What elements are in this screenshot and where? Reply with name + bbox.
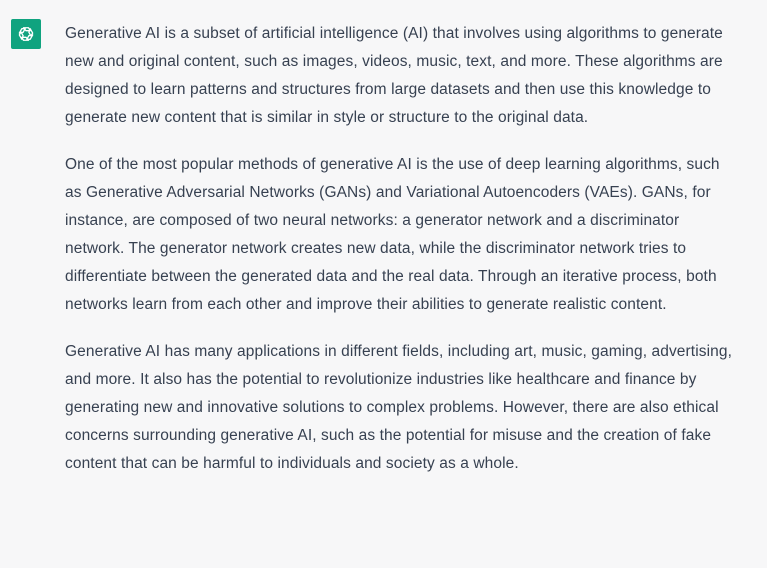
message-content: [65, 20, 737, 497]
paragraph-3: Generative AI has many applications in different fields, including art, music, gaming, advertising, and more. It also has the potential to revolutionize industries like healthcare and finance by generating new and innovative solutions to complex problems. However, there are also ethical concerns surrounding generative AI, such as the potential for misuse and the creation of fake content that can be harmful to individuals and society as a whole.: [65, 343, 732, 472]
paragraph-2: One of the most popular methods of generative AI is the use of deep learning algorithms, such as Generative Adversarial Networks (GANs) and Variational Autoencoders (VAEs). GANs, for instance, are composed of two neural networks: a generator network and a discriminator network. The generator network creates new data, while the discriminator network tries to differentiate between the generated data and the real data. Through an iterative process, both networks learn from each other and improve their abilities to generate realistic content.: [65, 156, 720, 313]
openai-logo-icon: [16, 24, 36, 44]
assistant-avatar: [11, 19, 41, 49]
paragraph-1: Generative AI is a subset of artificial intelligence (AI) that involves using algorithms to generate new and original content, such as images, videos, music, text, and more. These algorithms are designed to learn patterns and structures from large datasets and then use this knowledge to generate new content that is similar in style or structure to the original data.: [65, 25, 723, 126]
